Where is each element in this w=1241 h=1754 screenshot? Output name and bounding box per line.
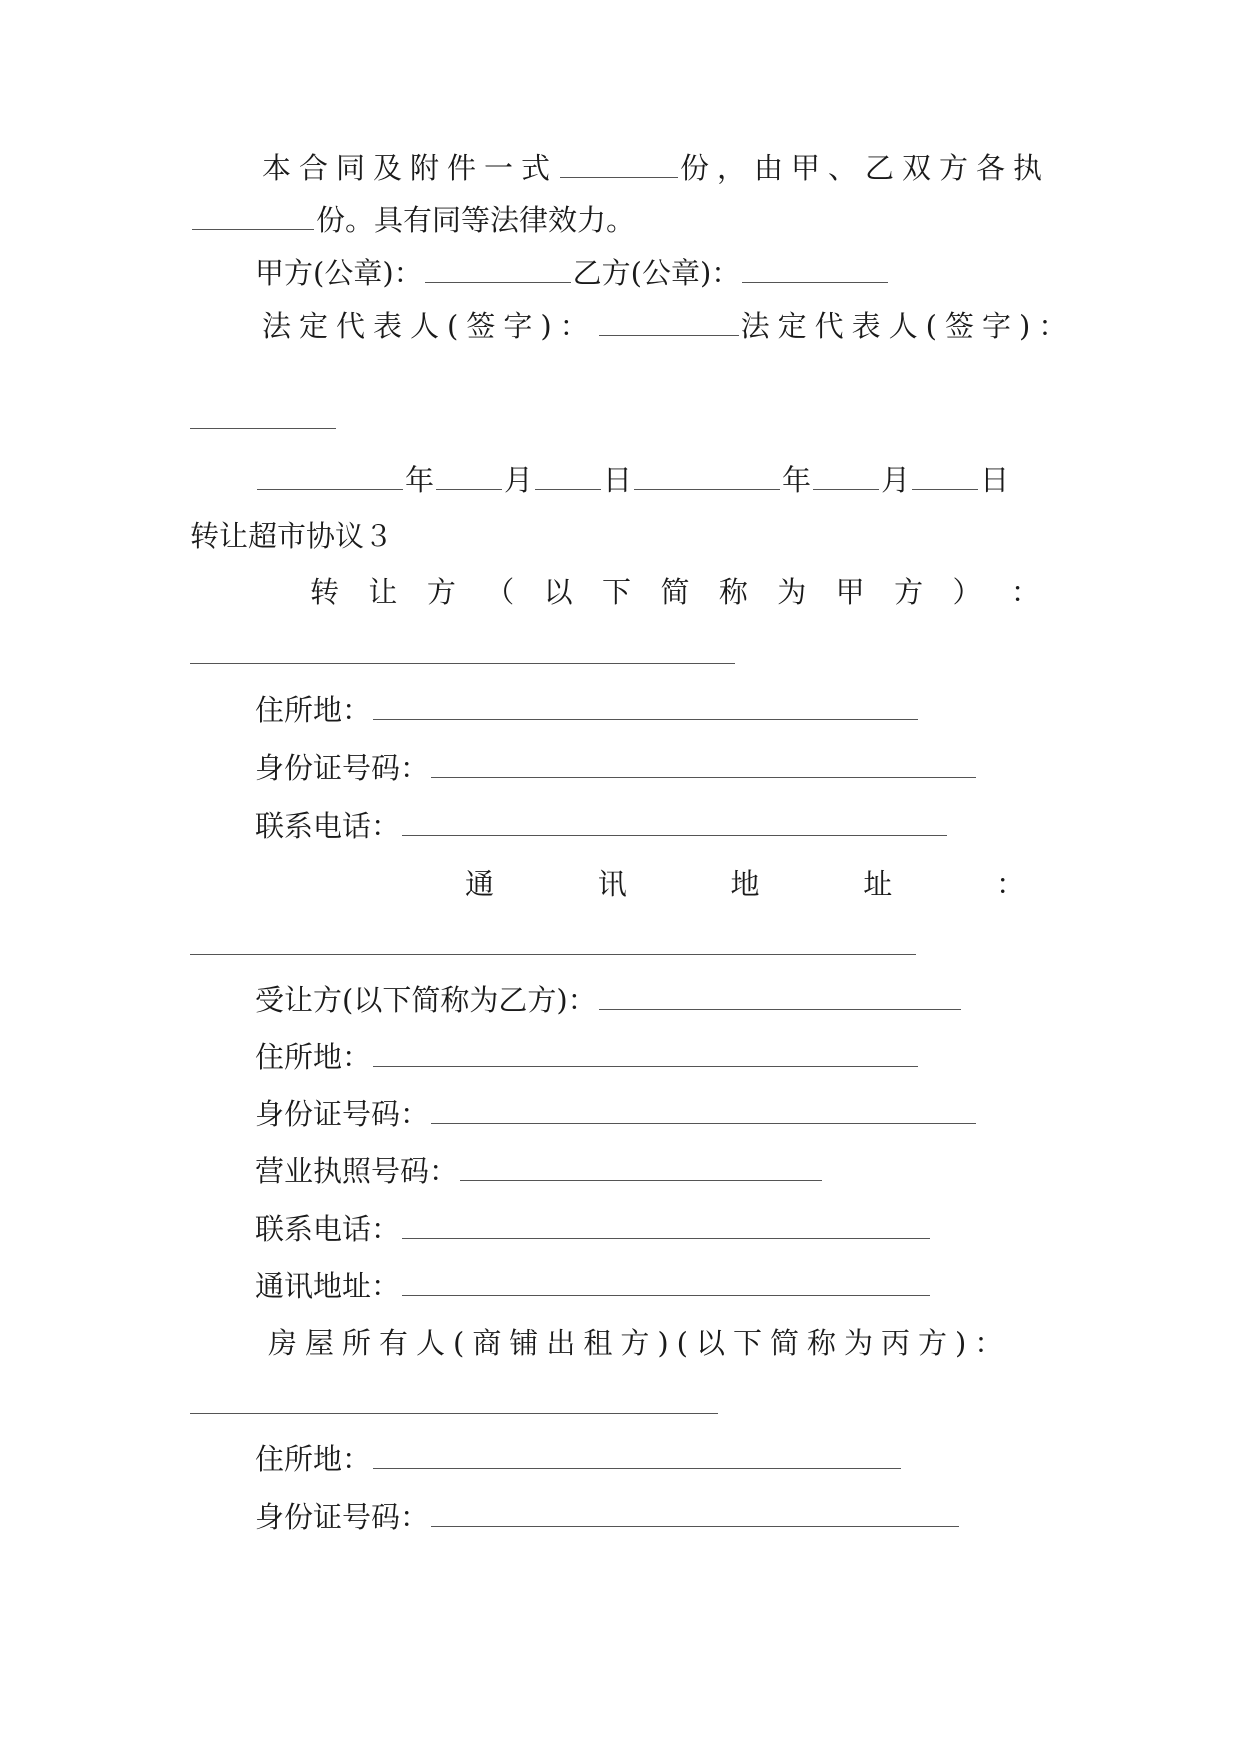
transferee-address-line bbox=[255, 1266, 1115, 1306]
id-number-label: 身份证号码： bbox=[255, 751, 430, 785]
party-a-seal-blank[interactable] bbox=[425, 258, 571, 283]
party-a-legal-rep-blank[interactable] bbox=[599, 311, 739, 336]
year-label-b: 年 bbox=[782, 463, 812, 497]
party-b-legal-rep-label: 法定代表人(签字)： bbox=[740, 309, 1076, 343]
transferee-id-line bbox=[255, 1094, 1115, 1134]
transferor-name-blank[interactable] bbox=[190, 663, 735, 664]
transferee-phone-line bbox=[255, 1209, 1115, 1249]
residence-label: 住所地： bbox=[255, 693, 372, 727]
phone-label: 联系电话： bbox=[255, 1212, 401, 1246]
day-label-a: 日 bbox=[603, 463, 633, 497]
transferee-address-blank[interactable] bbox=[402, 1271, 930, 1296]
copies-each-blank[interactable] bbox=[192, 205, 314, 230]
transferee-phone-blank[interactable] bbox=[402, 1214, 930, 1239]
transferor-label: 转 让 方 （ 以 下 简 称 为 甲 方 ） ： bbox=[310, 575, 1040, 609]
party-b-day-blank[interactable] bbox=[912, 465, 978, 490]
copies-blank[interactable] bbox=[560, 153, 678, 178]
party-b-year-blank[interactable] bbox=[634, 465, 780, 490]
party-b-seal-blank[interactable] bbox=[742, 258, 888, 283]
legal-rep-line bbox=[262, 306, 1122, 346]
transferor-phone-blank[interactable] bbox=[402, 811, 947, 836]
transferee-line bbox=[255, 980, 1115, 1020]
party-a-month-blank[interactable] bbox=[436, 465, 502, 490]
transferee-residence-line bbox=[255, 1037, 1115, 1077]
section-title: 转让超市协议３ bbox=[190, 519, 394, 553]
residence-label: 住所地： bbox=[255, 1442, 372, 1476]
date-line bbox=[255, 460, 1115, 500]
month-label-b: 月 bbox=[881, 463, 911, 497]
party-b-month-blank[interactable] bbox=[813, 465, 879, 490]
transferee-id-blank[interactable] bbox=[431, 1099, 976, 1124]
residence-label: 住所地： bbox=[255, 1040, 372, 1074]
license-label: 营业执照号码： bbox=[255, 1154, 459, 1188]
transferor-address-label: 通 讯 地 址 ： bbox=[465, 867, 1025, 901]
owner-residence-blank[interactable] bbox=[373, 1444, 901, 1469]
copies-line bbox=[262, 148, 1122, 188]
transferor-residence-line bbox=[255, 690, 1115, 730]
transferee-label: 受让方(以下简称为乙方)： bbox=[255, 983, 597, 1017]
transferee-license-line bbox=[255, 1151, 1115, 1191]
transferor-phone-line bbox=[255, 806, 1115, 846]
transferor-id-line bbox=[255, 748, 1115, 788]
party-a-seal-label: 甲方(公章)： bbox=[255, 256, 423, 290]
address-label: 通讯地址： bbox=[255, 1269, 401, 1303]
id-number-label: 身份证号码： bbox=[255, 1500, 430, 1534]
month-label-a: 月 bbox=[504, 463, 534, 497]
transferee-name-blank[interactable] bbox=[599, 985, 961, 1010]
id-number-label: 身份证号码： bbox=[255, 1097, 430, 1131]
transferee-residence-blank[interactable] bbox=[373, 1042, 918, 1067]
party-a-day-blank[interactable] bbox=[535, 465, 601, 490]
copies-line-2 bbox=[190, 200, 1050, 240]
transferee-license-blank[interactable] bbox=[460, 1156, 822, 1181]
party-b-seal-label: 乙方(公章)： bbox=[572, 256, 741, 290]
transferor-residence-blank[interactable] bbox=[373, 695, 918, 720]
party-a-legal-rep-label: 法定代表人(签字)： bbox=[262, 309, 597, 343]
copies-text-c: 份。具有同等法律效力。 bbox=[316, 203, 636, 237]
year-label-a: 年 bbox=[405, 463, 435, 497]
copies-text-a: 本合同及附件一式 bbox=[262, 151, 559, 185]
transferor-address-blank[interactable] bbox=[190, 954, 916, 955]
owner-id-line bbox=[255, 1497, 1115, 1537]
party-b-legal-rep-blank[interactable] bbox=[190, 428, 336, 429]
seal-line bbox=[255, 253, 1115, 293]
phone-label: 联系电话： bbox=[255, 809, 401, 843]
party-a-year-blank[interactable] bbox=[257, 465, 403, 490]
owner-id-blank[interactable] bbox=[431, 1502, 959, 1527]
owner-label: 房屋所有人(商铺出租方)(以下简称为丙方)： bbox=[268, 1326, 1012, 1360]
owner-name-blank[interactable] bbox=[190, 1413, 718, 1414]
day-label-b: 日 bbox=[980, 463, 1010, 497]
copies-text-b: 份，由甲、乙双方各执 bbox=[680, 151, 1051, 185]
transferor-id-blank[interactable] bbox=[431, 753, 976, 778]
owner-residence-line bbox=[255, 1439, 1115, 1479]
